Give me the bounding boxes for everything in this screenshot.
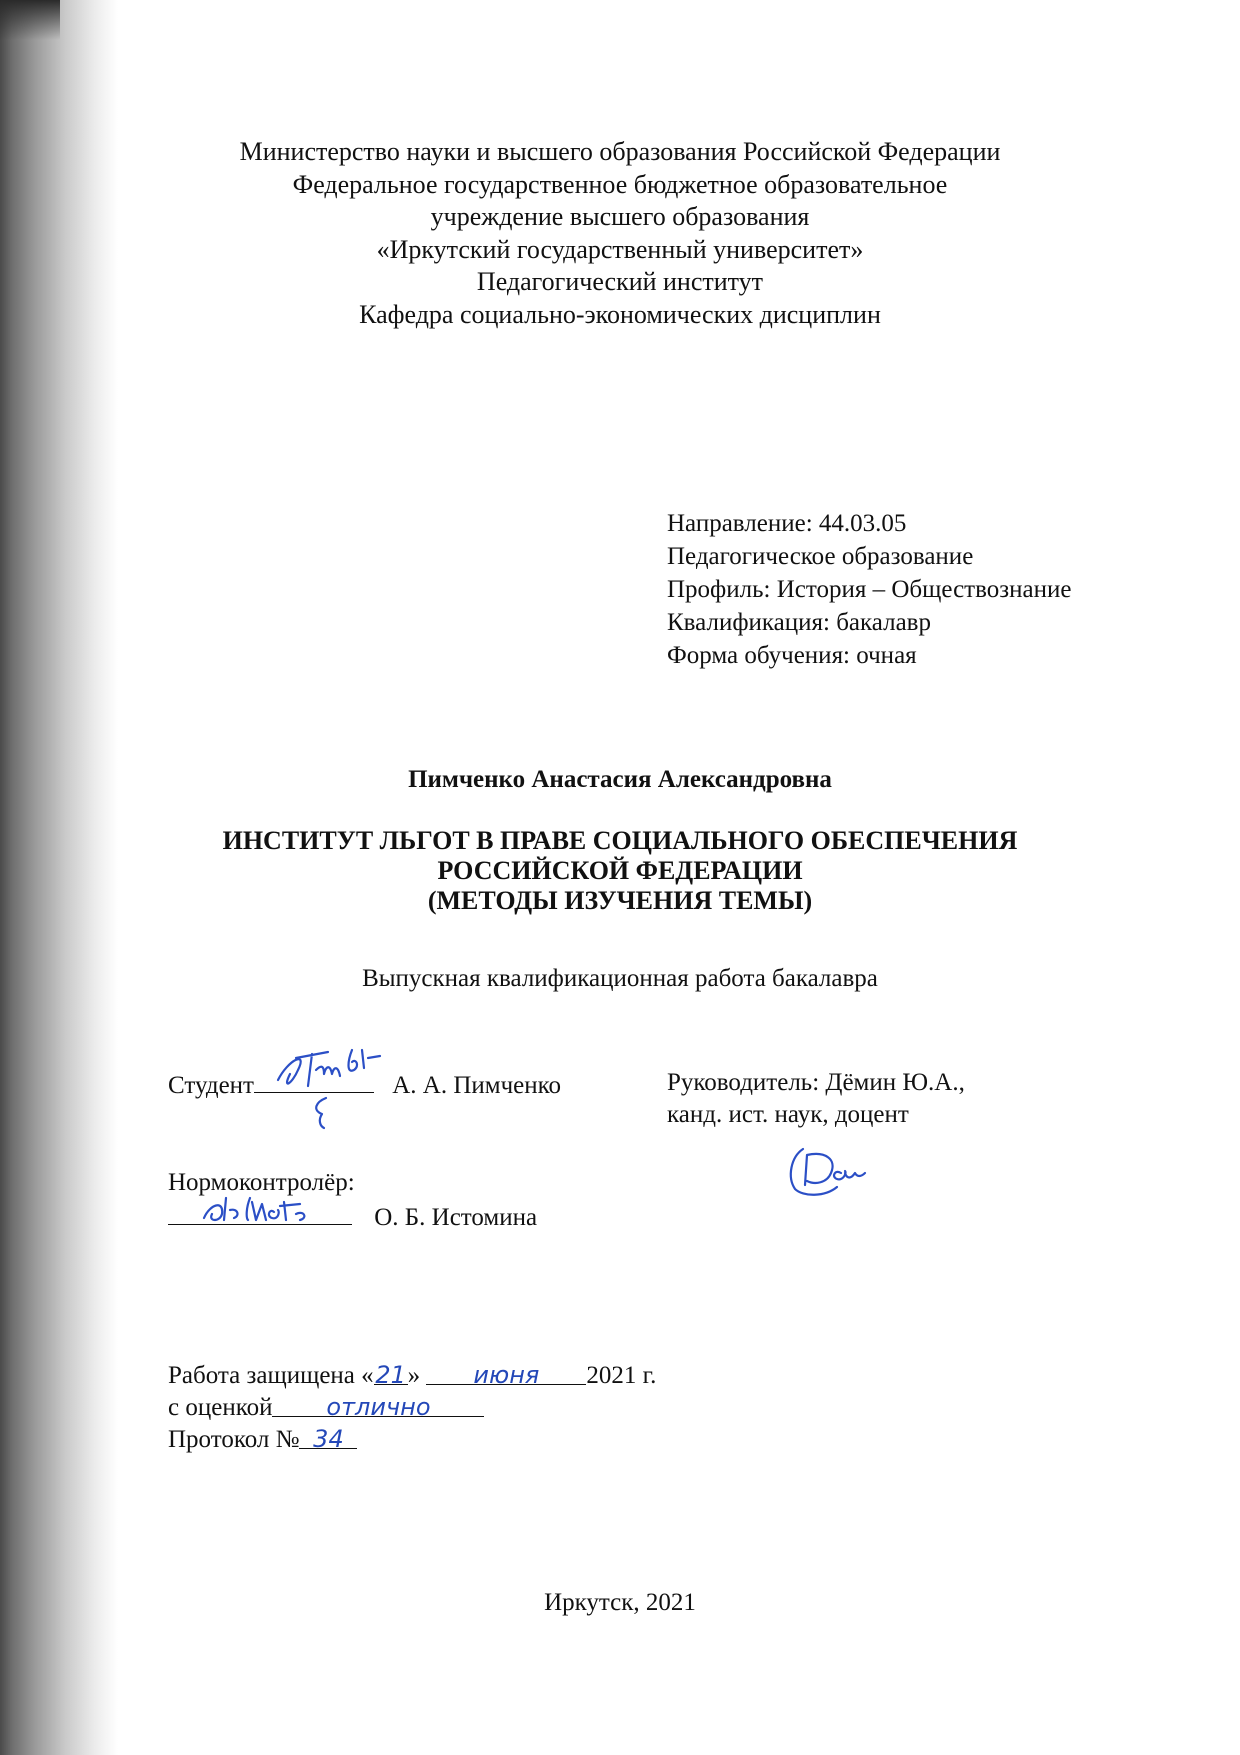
- university-type-line-2: учреждение высшего образования: [430, 202, 810, 231]
- department-name: Кафедра социально-экономических дисциплин: [359, 299, 881, 329]
- defended-day: 21: [375, 1361, 406, 1389]
- grade-value: отлично: [326, 1393, 431, 1421]
- profile: Профиль: История – Обществознание: [667, 576, 1072, 603]
- title-line-2: РОССИЙСКОЙ ФЕДЕРАЦИИ: [437, 856, 803, 885]
- title-line-3: (МЕТОДЫ ИЗУЧЕНИЯ ТЕМЫ): [427, 886, 813, 915]
- qualification: Квалификация: бакалавр: [667, 609, 931, 636]
- grade-label: с оценкой: [168, 1394, 273, 1421]
- grade-field: [272, 1392, 484, 1421]
- normcontrol-signature: [200, 1190, 350, 1230]
- protocol-field: [299, 1424, 357, 1453]
- work-type: Выпускная квалификационная работа бакалавра: [362, 965, 878, 992]
- supervisor-label: Руководитель: Дёмин Ю.А.,: [667, 1069, 965, 1096]
- study-form: Форма обучения: очная: [667, 642, 917, 669]
- defended-month-field: [426, 1360, 586, 1389]
- student-signature: [268, 1040, 398, 1130]
- defended-year: 2021 г.: [586, 1362, 657, 1389]
- university-name: «Иркутский государственный университет»: [376, 234, 864, 264]
- university-type-line: Федеральное государственное бюджетное образовательное: [292, 169, 948, 199]
- defended-month: июня: [473, 1361, 540, 1389]
- author-name: Пимченко Анастасия Александровна: [408, 766, 832, 793]
- normcontrol-label: Нормоконтролёр:: [168, 1169, 355, 1196]
- institution-header: [0, 136, 1240, 331]
- defended-row: [168, 1360, 656, 1391]
- student-name: А. А. Пимченко: [392, 1072, 562, 1099]
- student-label: Студент: [168, 1072, 254, 1099]
- supervisor-degree: канд. ист. наук, доцент: [667, 1101, 909, 1128]
- city-year: Иркутск, 2021: [544, 1589, 696, 1616]
- defended-prefix: Работа защищена «: [168, 1362, 374, 1389]
- grade-row: [168, 1392, 484, 1423]
- normcontrol-name: О. Б. Истомина: [374, 1204, 538, 1231]
- protocol-value: 34: [313, 1425, 344, 1453]
- ministry-line: Министерство науки и высшего образования Российской Федерации: [239, 137, 1001, 166]
- direction-name: Педагогическое образование: [667, 543, 974, 570]
- direction-code: Направление: 44.03.05: [667, 510, 907, 537]
- supervisor-signature: [785, 1143, 885, 1199]
- defended-day-field: [374, 1360, 408, 1389]
- thesis-title: [0, 826, 1240, 916]
- program-info: [667, 507, 1071, 672]
- protocol-label: Протокол №: [168, 1426, 300, 1453]
- protocol-row: [168, 1424, 357, 1455]
- title-line-1: ИНСТИТУТ ЛЬГОТ В ПРАВЕ СОЦИАЛЬНОГО ОБЕСПЕЧЕНИЯ: [222, 826, 1018, 855]
- defended-mid: »: [407, 1362, 421, 1389]
- institute-name: Педагогический институт: [476, 267, 764, 296]
